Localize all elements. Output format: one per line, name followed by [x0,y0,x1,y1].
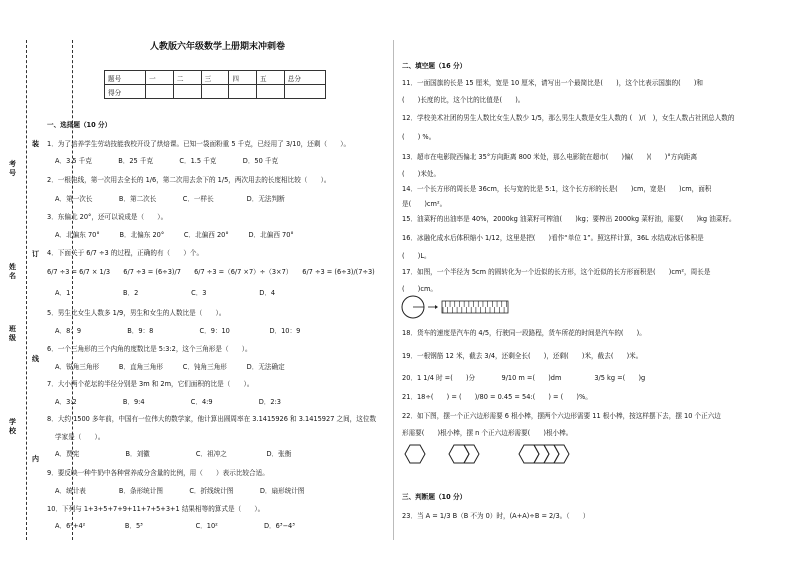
binding-mark-1: 装 [32,140,39,148]
binding-strip [0,0,75,562]
question-line-continued: 形需要( )根小棒，摆 n 个正六边形需要( )根小棒。 [402,429,573,437]
score-input-cell[interactable] [201,85,229,99]
question-line: 9．要反映一种牛奶中各种营养成分含量的比例，用（ ）表示比较合适。 [47,469,269,477]
question-line-continued: 是( )cm²。 [402,200,447,208]
binding-label-class: 班级 [9,325,16,342]
score-table [104,70,326,99]
option-line: A．8：9 B．9：8 C．9：10 D．10：9 [55,327,301,335]
binding-label-exam-no: 考号 [9,160,16,177]
option-line: A．3:2 B．9:4 C．4:9 D．2:3 [55,398,282,406]
score-input-cell[interactable] [284,85,325,99]
question-line: 18．货车的速度是汽车的 4/5，行驶同一段路程，货车所花的时间是汽车的( )。 [402,329,646,337]
question-line-continued: ( )米处。 [402,170,441,178]
score-input-cell[interactable] [257,85,285,99]
question-line: 8．大约 1500 多年前，中国有一位伟大的数学家，他计算出圆周率在 3.1415926 和 3.1415927 之间，这位数 [47,415,377,423]
question-line: 20．1 1/4 时 =( )分 9/10 m =( )dm 3/5 kg =( )g [402,374,646,382]
binding-mark-2: 订 [32,250,39,258]
binding-dashed-line-outer [26,40,27,540]
question-line: 21．18÷( ) = ( )/80 = 0.45 = 54:( ) = ( )%。 [402,393,592,401]
question-line: 1．为了培养学生劳动技能我校开设了烘焙课。已知一袋面粉重 5 千克，已经用了 3/10，还剩（ ）。 [47,140,351,148]
score-header-cell: 五 [257,71,285,85]
question-line: 16．冰融化成水后体积缩小 1/12，这里是把( )看作“单位 1”。照这样计算，36L 水结成冰后体积是 [402,234,704,242]
option-line: A．统计表 B．条形统计图 C．折线统计图 D．扇形统计图 [55,487,305,495]
question-line: 3．东偏北 20°，还可以说成是（ ）。 [47,213,168,221]
score-header-cell: 题号 [105,71,146,85]
score-header-cell: 二 [173,71,201,85]
question-line: 23．当 A = 1/3 B（B 不为 0）时，(A+A)÷B = 2/3。（ ） [402,512,590,520]
binding-label-school: 学校 [9,418,16,435]
question-line-continued: ( )L。 [402,252,431,260]
question-line: 11．一面国旗的长是 15 厘米，宽是 10 厘米，请写出一个最简比是( )，这个比表示国旗的( )和 [402,79,703,87]
score-table-header-row [105,71,326,85]
option-line: A．3.5 千克 B．25 千克 C．1.5 千克 D．50 千克 [55,157,279,165]
question-line-continued: ( ) %。 [402,133,436,141]
question-line-continued: ( )长度的比，这个比的比值是( )。 [402,96,525,104]
score-input-cell[interactable] [229,85,257,99]
column-divider [393,40,394,540]
score-input-cell[interactable] [173,85,201,99]
question-line-continued: 学家是（ ）。 [55,433,105,441]
question-line: 2．一根电线，第一次用去全长的 1/6，第二次用去余下的 1/5，两次用去的长度相比较（ ）。 [47,176,331,184]
question-line: 10．下列与 1+3+5+7+9+11+7+5+3+1 结果相等的算式是（ ）。 [47,505,265,513]
option-line: A．6²+4² B．5³ C．10² D．6³−4³ [55,522,295,530]
question-line-continued: ( )cm。 [402,285,437,293]
score-input-cell[interactable] [146,85,174,99]
question-line: 19．一根钢筋 12 米，截去 3/4，还剩全长( )，还剩( )米，截去( )米。 [402,352,643,360]
page-title: 人教版六年级数学上册期末冲刺卷 [150,42,286,52]
question-line: 4．下面关于 6/7 ÷3 的过程，正确的有（ ）个。 [47,249,204,257]
section-heading-judge: 三、判断题（10 分） [402,493,467,501]
question-line: 17．如图，一个半径为 5cm 的圆转化为一个近似的长方形，这个近似的长方形面积是( )cm²，周长是 [402,268,711,276]
question-line: 12．学校美术社团的男生人数比女生人数少 1/5，那么男生人数是女生人数的 ( )/( )，女生人数占社团总人数的 [402,114,735,122]
option-line: A．北偏东 70° B．北偏东 20° C．北偏西 20° D．北偏西 70° [55,231,294,239]
binding-mark-4: 内 [32,455,39,463]
score-header-cell: 四 [229,71,257,85]
question-line: 22．如下图，摆一个正六边形需要 6 根小棒，摆两个六边形需要 11 根小棒，按这样摆下去，摆 10 个正六边 [402,412,721,420]
question-line: 7．大小两个花坛的半径分别是 3m 和 2m，它们面积的比是（ ）。 [47,380,254,388]
expression-line: 6/7 ÷3 = 6/7 × 1/3 6/7 ÷3 = (6÷3)/7 6/7 ÷3 =（6/7 ×7）÷（3×7） 6/7 ÷3 = (6÷3)/(7÷3) [47,268,375,276]
section-heading-fill: 二、填空题（16 分） [402,62,467,70]
section-heading-choice: 一、选择题（10 分） [47,121,112,129]
circle-to-rectangle-figure [400,294,512,320]
score-header-cell: 三 [201,71,229,85]
option-line: A．1 B．2 C．3 D．4 [55,289,276,297]
question-line: 14．一个长方形的周长是 36cm，长与宽的比是 5:1，这个长方形的长是( )cm，宽是( )cm，面积 [402,185,712,193]
question-line: 13．超市在电影院西偏北 35°方向距离 800 米处，那么电影院在超市( )偏( )( )°方向距离 [402,153,698,161]
question-line: 5．男生比女生人数多 1/9，男生和女生的人数比是（ ）。 [47,309,226,317]
binding-label-name: 姓名 [9,263,16,280]
score-row-label: 得分 [105,85,146,99]
score-header-cell: 总分 [284,71,325,85]
score-table-score-row [105,85,326,99]
option-line: A．贾宪 B．刘徽 C．祖冲之 D．张衡 [55,450,292,458]
binding-mark-3: 线 [32,355,39,363]
option-line: A．第一次长 B．第二次长 C．一样长 D．无法判断 [55,195,285,203]
option-line: A．锐角三角形 B．直角三角形 C．钝角三角形 D．无法确定 [55,363,285,371]
hexagon-pattern-figure [402,441,582,471]
question-line: 6．一个三角形的三个内角的度数比是 5:3:2，这个三角形是（ ）。 [47,345,252,353]
score-header-cell: 一 [146,71,174,85]
question-line: 15．油菜籽的出油率是 40%，2000kg 油菜籽可榨油( )kg；要榨出 2000kg 菜籽油，需要( )kg 油菜籽。 [402,215,736,223]
